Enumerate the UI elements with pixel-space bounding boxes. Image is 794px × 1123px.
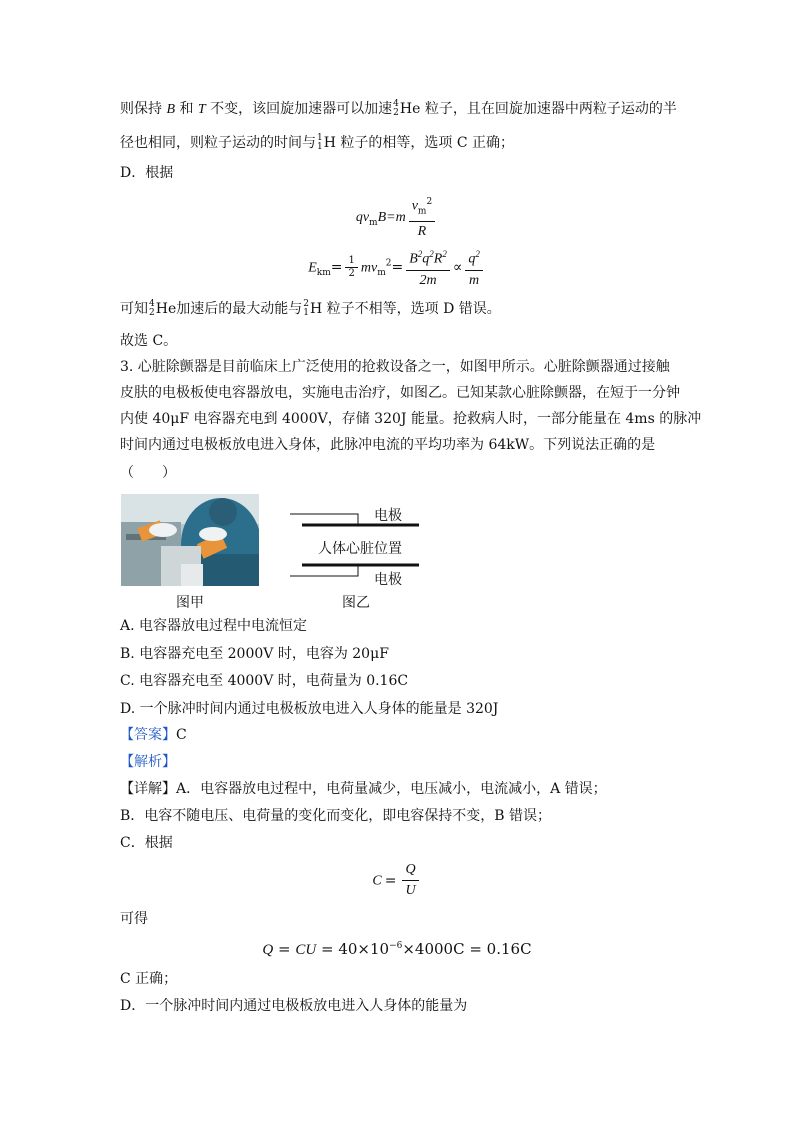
figure-b-caption: 图乙 (342, 595, 370, 611)
defibrillator-photo (121, 494, 259, 586)
question-3-line: 皮肤的电极板使电容器放电，实施电击治疗，如图乙。已知某款心脏除颤器，在短于一分钟 (120, 385, 680, 401)
answer-blank: （ ） (120, 465, 176, 481)
text-line: 可知 4 2 He加速后的最大动能与 2 1 H 粒子不相等，选项 D 错误。 (120, 299, 501, 318)
symbol-t: T (197, 102, 206, 117)
equation-3: C = $\frac{Q}{U}$ (0, 860, 794, 901)
fraction: $\frac{Q}{U}$ (402, 860, 418, 901)
text: 则保持 (120, 101, 167, 117)
text: 粒子的相等，选项 C 正确； (335, 135, 515, 151)
nuclide-symbol: H (323, 135, 336, 151)
text: 径也相同，则粒子运动的时间与 (120, 135, 316, 151)
nuclide-indices: 4 2 (149, 299, 155, 318)
equation-2: $E_{km}=$ $\frac{1}{2}$ $mv_m^2=$ $\frac{B^2q^2R^2}{2m}$ ∝ $\frac{q^2}{m}$ (0, 244, 794, 291)
detail-line: 【详解】A．电容器放电过程中，电荷量减少，电压减小，电流减小，A 错误； (120, 781, 607, 797)
option-a: A. 电容器放电过程中电流恒定 (120, 618, 308, 634)
nuclide-indices: 1 1 (317, 133, 323, 152)
electrode-bottom-label: 电极 (374, 572, 402, 588)
nuclide-indices: 4 2 (393, 99, 399, 118)
text-line (120, 100, 677, 119)
detail-line: B．电容不随电压、电荷量的变化而变化，即电容保持不变，B 错误； (120, 808, 552, 824)
answer-value: C (176, 727, 187, 743)
analysis-tag: 【解析】 (120, 754, 176, 770)
text-line (120, 134, 514, 152)
d-label: D．根据 (120, 165, 174, 181)
electrode-top-label: 电极 (374, 508, 402, 524)
option-c: C. 电容器充电至 4000V 时，电荷量为 0.16C (120, 673, 409, 689)
text: 不变，该回旋加速器可以加速 (205, 101, 393, 117)
equation-1: $qv_mB=m$ $\frac{v_m^2}{R}$ (0, 192, 794, 242)
fraction: $\frac{q^2}{m}$ (465, 244, 483, 291)
nuclide-indices: 2 1 (303, 299, 309, 318)
answer-line (120, 726, 187, 744)
text: 和 (175, 101, 198, 117)
detail-line: C．根据 (120, 835, 173, 851)
nuclide-symbol: He (399, 101, 421, 117)
fraction: $\frac{v_m^2}{R}$ (409, 192, 436, 242)
option-d: D. 一个脉冲时间内通过电极板放电进入人身体的能量是 320J (120, 701, 499, 717)
kede-line: 可得 (120, 911, 148, 927)
fraction-half: $\frac{1}{2}$ (345, 255, 357, 280)
equation-4: Q = CU = $40\times 10^{-6}\times 4000C = 0.16C$ (262, 940, 532, 958)
choose-line: 故选 C。 (120, 333, 178, 349)
d-energy-line: D．一个脉冲时间内通过电极板放电进入人身体的能量为 (120, 998, 468, 1014)
c-correct-line: C 正确； (120, 971, 178, 987)
text: 粒子，且在回旋加速器中两粒子运动的半 (420, 101, 677, 117)
answer-tag: 【答案】 (120, 727, 176, 743)
option-b: B. 电容器充电至 2000V 时，电容为 20μF (120, 646, 389, 662)
symbol-b: B (166, 102, 176, 117)
detail-tag: 【详解】 (120, 781, 176, 797)
question-3-line: 3. 心脏除颤器是目前临床上广泛使用的抢救设备之一，如图甲所示。心脏除颤器通过接触 (120, 359, 670, 375)
figure-a-caption: 图甲 (176, 595, 204, 611)
question-3-line: 内使 40μF 电容器充电到 4000V，存储 320J 能量。抢救病人时，一部分能量在 4ms 的脉冲 (120, 411, 702, 427)
proportional-sign: ∝ (452, 259, 463, 276)
question-3-line: 时间内通过电极板放电进入身体，此脉冲电流的平均功率为 64kW。下列说法正确的是 (120, 437, 656, 453)
fraction: $\frac{B^2q^2R^2}{2m}$ (406, 244, 450, 291)
heart-position-label: 人体心脏位置 (318, 541, 402, 557)
